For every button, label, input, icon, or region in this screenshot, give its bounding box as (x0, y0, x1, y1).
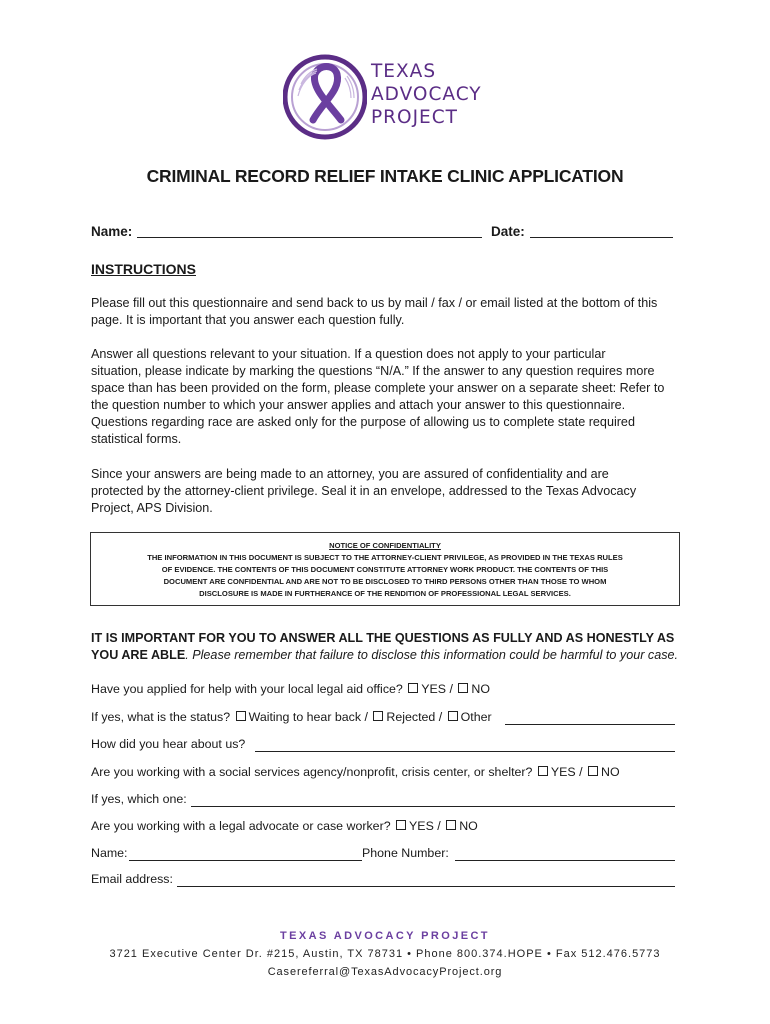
date-label: Date: (491, 224, 525, 239)
question-text: If yes, what is the status? (91, 710, 231, 724)
ribbon-logo-icon (283, 54, 367, 140)
advocate-email-label: Email address: (91, 872, 173, 886)
question-text: Are you working with a social services agency/nonprofit, crisis center, or shelter? (91, 765, 533, 779)
other-checkbox[interactable] (448, 711, 458, 721)
notice-line: DISCLOSURE IS MADE IN FURTHERANCE OF THE RENDITION OF PROFESSIONAL LEGAL SERVICES. (199, 589, 571, 598)
notice-title: NOTICE OF CONFIDENTIALITY (329, 541, 441, 550)
text-line: Answer all questions relevant to your situation. If a question does not apply to your particular (91, 347, 606, 361)
no-checkbox[interactable] (458, 683, 468, 693)
instructions-paragraph-2 (91, 346, 681, 448)
notice-line: DOCUMENT ARE CONFIDENTIAL AND ARE NOT TO BE DISCLOSED TO THIRD PERSONS OTHER THAN THOSE TO WHOM (163, 577, 607, 586)
important-statement (91, 630, 691, 664)
footer-address: 3721 Executive Center Dr. #215, Austin, TX 78731 • Phone 800.374.HOPE • Fax 512.476.5773 (109, 948, 661, 960)
logo-wordmark (371, 60, 482, 129)
logo-line-1: TEXAS (371, 61, 437, 82)
question-referral-source: How did you hear about us? (91, 737, 246, 751)
question-status (91, 710, 492, 724)
notice-line: OF EVIDENCE. THE CONTENTS OF THIS DOCUMENT CONSTITUTE ATTORNEY WORK PRODUCT. THE CONTENTS OF THIS (161, 565, 609, 574)
logo-line-2: ADVOCACY (371, 84, 482, 105)
confidentiality-notice (90, 532, 680, 606)
footer-email: Casereferral@TexasAdvocacyProject.org (267, 966, 503, 978)
text-line: situation, please indicate by marking the questions “N/A.” If the answer to any question requires more (91, 364, 655, 378)
name-label: Name: (91, 224, 133, 239)
advocate-name-label: Name: (91, 846, 128, 860)
important-warning: . Please remember that failure to disclose this information could be harmful to your case. (185, 648, 679, 662)
text-line: the question number to which your answer applies and attach your answer to this questionnaire. (91, 398, 626, 412)
text-line: space than has been provided on the form, please complete your answer on a separate sheet: Refer to (91, 381, 665, 395)
rejected-label: Rejected / (386, 710, 443, 724)
date-field[interactable] (530, 237, 673, 238)
text-line: Since your answers are being made to an attorney, you are assured of confidentiality and are (91, 467, 609, 481)
text-line: protected by the attorney-client privilege. Seal it in an envelope, addressed to the Texas Advocacy (91, 484, 637, 498)
advocate-phone-label: Phone Number: (362, 846, 449, 860)
advocate-phone-field[interactable] (455, 860, 675, 861)
text-line: statistical forms. (91, 432, 182, 446)
question-text: Have you applied for help with your local legal aid office? (91, 682, 403, 696)
instructions-paragraph-1 (91, 295, 681, 329)
waiting-label: Waiting to hear back / (248, 710, 368, 724)
no-label: NO (601, 765, 620, 779)
advocate-email-field[interactable] (177, 886, 675, 887)
footer-org-name: TEXAS ADVOCACY PROJECT (280, 930, 490, 942)
yes-label: YES / (409, 819, 441, 833)
yes-checkbox[interactable] (396, 820, 406, 830)
other-status-field[interactable] (505, 724, 675, 725)
question-social-services (91, 765, 620, 779)
page-title: CRIMINAL RECORD RELIEF INTAKE CLINIC APPLICATION (146, 166, 624, 186)
question-text: Are you working with a legal advocate or case worker? (91, 819, 391, 833)
notice-line: THE INFORMATION IN THIS DOCUMENT IS SUBJECT TO THE ATTORNEY-CLIENT PRIVILEGE, AS PROVIDED IN THE TEXAS RULES (147, 553, 623, 562)
waiting-checkbox[interactable] (236, 711, 246, 721)
no-label: NO (459, 819, 478, 833)
question-legal-aid (91, 682, 490, 696)
rejected-checkbox[interactable] (373, 711, 383, 721)
logo-line-3: PROJECT (371, 107, 458, 128)
yes-checkbox[interactable] (538, 766, 548, 776)
instructions-paragraph-3 (91, 466, 681, 517)
name-field[interactable] (137, 237, 482, 238)
no-checkbox[interactable] (446, 820, 456, 830)
question-legal-advocate (91, 819, 478, 833)
question-which-agency: If yes, which one: (91, 792, 187, 806)
advocate-name-field[interactable] (129, 860, 362, 861)
yes-label: YES / (550, 765, 583, 779)
text-line: Please fill out this questionnaire and send back to us by mail / fax / or email listed at the bottom of this (91, 296, 658, 310)
yes-checkbox[interactable] (408, 683, 418, 693)
logo (283, 54, 493, 140)
agency-field[interactable] (191, 806, 675, 807)
yes-label: YES / (421, 682, 453, 696)
important-line-1: IT IS IMPORTANT FOR YOU TO ANSWER ALL THE QUESTIONS AS FULLY AND AS HONESTLY AS (91, 631, 675, 645)
instructions-heading: INSTRUCTIONS (91, 261, 196, 277)
important-line-2: YOU ARE ABLE (91, 648, 186, 662)
no-checkbox[interactable] (588, 766, 598, 776)
no-label: NO (471, 682, 490, 696)
referral-source-field[interactable] (255, 751, 675, 752)
other-label: Other (460, 710, 492, 724)
text-line: Project, APS Division. (91, 501, 213, 515)
text-line: Questions regarding race are asked only for the purpose of allowing us to complete state required (91, 415, 635, 429)
text-line: page. It is important that you answer each question fully. (91, 313, 405, 327)
